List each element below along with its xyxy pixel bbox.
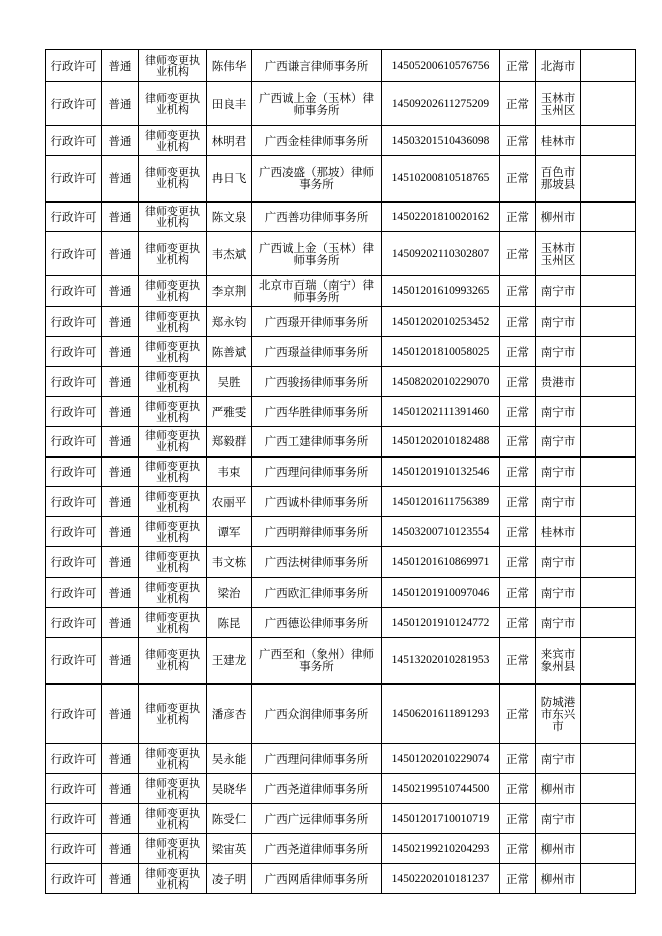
cell-procedure: 普通 (102, 487, 139, 517)
cell-license-number: 14502202010181237 (382, 864, 500, 894)
cell-lawyer-name: 韦束 (207, 457, 252, 487)
cell-lawyer-name: 陈善斌 (207, 337, 252, 367)
cell-remarks (581, 427, 636, 457)
cell-lawyer-name: 王建龙 (207, 638, 252, 684)
cell-status: 正常 (500, 608, 536, 638)
cell-law-firm: 广西金桂律师事务所 (252, 126, 382, 156)
cell-procedure: 普通 (102, 397, 139, 427)
cell-remarks (581, 457, 636, 487)
cell-region: 南宁市 (536, 397, 581, 427)
cell-law-firm: 广西欧汇律师事务所 (252, 578, 382, 608)
cell-permit-type: 行政许可 (46, 50, 102, 82)
cell-license-number: 14501202111391460 (382, 397, 500, 427)
cell-license-number: 14501201810058025 (382, 337, 500, 367)
cell-procedure: 普通 (102, 608, 139, 638)
cell-status: 正常 (500, 367, 536, 397)
cell-lawyer-name: 冉日飞 (207, 156, 252, 202)
table-row (46, 156, 636, 202)
cell-license-number: 14505200610576756 (382, 50, 500, 82)
cell-permit-item: 律师变更执业机构 (139, 126, 207, 156)
cell-region: 来宾市象州县 (536, 638, 581, 684)
cell-permit-item: 律师变更执业机构 (139, 427, 207, 457)
cell-law-firm: 广西善功律师事务所 (252, 202, 382, 232)
cell-law-firm: 广西明辩律师事务所 (252, 517, 382, 547)
cell-lawyer-name: 田良丰 (207, 82, 252, 126)
table-row (46, 232, 636, 276)
cell-law-firm: 广西谦言律师事务所 (252, 50, 382, 82)
cell-remarks (581, 126, 636, 156)
cell-region: 南宁市 (536, 457, 581, 487)
cell-law-firm: 广西诚朴律师事务所 (252, 487, 382, 517)
cell-license-number: 14503200710123554 (382, 517, 500, 547)
cell-law-firm: 广西网盾律师事务所 (252, 864, 382, 894)
cell-status: 正常 (500, 834, 536, 864)
cell-region: 南宁市 (536, 804, 581, 834)
cell-procedure: 普通 (102, 774, 139, 804)
table-row (46, 457, 636, 487)
table-row (46, 487, 636, 517)
cell-remarks (581, 638, 636, 684)
cell-permit-type: 行政许可 (46, 82, 102, 126)
cell-region: 玉林市玉州区 (536, 82, 581, 126)
cell-permit-item: 律师变更执业机构 (139, 232, 207, 276)
cell-permit-item: 律师变更执业机构 (139, 547, 207, 578)
cell-remarks (581, 367, 636, 397)
cell-region: 柳州市 (536, 202, 581, 232)
cell-procedure: 普通 (102, 834, 139, 864)
table-row (46, 744, 636, 774)
cell-permit-item: 律师变更执业机构 (139, 82, 207, 126)
table-row (46, 638, 636, 684)
cell-permit-item: 律师变更执业机构 (139, 684, 207, 744)
cell-region: 桂林市 (536, 126, 581, 156)
cell-status: 正常 (500, 804, 536, 834)
cell-permit-type: 行政许可 (46, 126, 102, 156)
cell-status: 正常 (500, 337, 536, 367)
cell-remarks (581, 50, 636, 82)
cell-law-firm: 广西广远律师事务所 (252, 804, 382, 834)
cell-region: 百色市那坡县 (536, 156, 581, 202)
cell-permit-type: 行政许可 (46, 744, 102, 774)
cell-lawyer-name: 严雅雯 (207, 397, 252, 427)
cell-remarks (581, 578, 636, 608)
cell-status: 正常 (500, 684, 536, 744)
cell-region: 南宁市 (536, 276, 581, 307)
cell-region: 柳州市 (536, 864, 581, 894)
cell-status: 正常 (500, 457, 536, 487)
cell-remarks (581, 804, 636, 834)
cell-permit-type: 行政许可 (46, 397, 102, 427)
cell-license-number: 14502199510744500 (382, 774, 500, 804)
cell-permit-type: 行政许可 (46, 834, 102, 864)
cell-remarks (581, 517, 636, 547)
cell-permit-type: 行政许可 (46, 457, 102, 487)
cell-permit-item: 律师变更执业机构 (139, 397, 207, 427)
cell-procedure: 普通 (102, 804, 139, 834)
cell-procedure: 普通 (102, 307, 139, 337)
cell-lawyer-name: 郑永钧 (207, 307, 252, 337)
table-row (46, 427, 636, 457)
cell-remarks (581, 397, 636, 427)
cell-license-number: 14506201611891293 (382, 684, 500, 744)
cell-lawyer-name: 郑毅群 (207, 427, 252, 457)
table-row (46, 397, 636, 427)
table-row (46, 864, 636, 894)
cell-procedure: 普通 (102, 638, 139, 684)
cell-status: 正常 (500, 50, 536, 82)
cell-remarks (581, 276, 636, 307)
cell-lawyer-name: 吴晓华 (207, 774, 252, 804)
table-row (46, 126, 636, 156)
cell-procedure: 普通 (102, 156, 139, 202)
cell-remarks (581, 744, 636, 774)
cell-permit-type: 行政许可 (46, 608, 102, 638)
cell-license-number: 14501201610869971 (382, 547, 500, 578)
cell-permit-item: 律师变更执业机构 (139, 638, 207, 684)
cell-lawyer-name: 韦文栋 (207, 547, 252, 578)
cell-permit-item: 律师变更执业机构 (139, 744, 207, 774)
cell-region: 北海市 (536, 50, 581, 82)
cell-status: 正常 (500, 156, 536, 202)
cell-remarks (581, 834, 636, 864)
cell-lawyer-name: 凌子明 (207, 864, 252, 894)
permit-table (45, 49, 636, 894)
cell-permit-item: 律师变更执业机构 (139, 517, 207, 547)
cell-permit-item: 律师变更执业机构 (139, 864, 207, 894)
cell-law-firm: 广西凌盛（那坡）律师事务所 (252, 156, 382, 202)
table-row (46, 834, 636, 864)
table-row (46, 684, 636, 744)
cell-status: 正常 (500, 82, 536, 126)
cell-permit-type: 行政许可 (46, 578, 102, 608)
table-row (46, 804, 636, 834)
table-row (46, 608, 636, 638)
cell-law-firm: 广西德讼律师事务所 (252, 608, 382, 638)
cell-status: 正常 (500, 578, 536, 608)
cell-law-firm: 广西尧道律师事务所 (252, 774, 382, 804)
cell-remarks (581, 774, 636, 804)
cell-procedure: 普通 (102, 337, 139, 367)
cell-permit-item: 律师变更执业机构 (139, 774, 207, 804)
cell-license-number: 14501201910097046 (382, 578, 500, 608)
cell-permit-item: 律师变更执业机构 (139, 156, 207, 202)
cell-permit-type: 行政许可 (46, 337, 102, 367)
cell-permit-item: 律师变更执业机构 (139, 804, 207, 834)
cell-status: 正常 (500, 126, 536, 156)
cell-region: 桂林市 (536, 517, 581, 547)
cell-procedure: 普通 (102, 276, 139, 307)
cell-lawyer-name: 吴永能 (207, 744, 252, 774)
cell-status: 正常 (500, 774, 536, 804)
cell-lawyer-name: 吴胜 (207, 367, 252, 397)
cell-procedure: 普通 (102, 427, 139, 457)
cell-remarks (581, 684, 636, 744)
cell-region: 南宁市 (536, 578, 581, 608)
table-row (46, 367, 636, 397)
cell-license-number: 14502199210204293 (382, 834, 500, 864)
cell-law-firm: 广西骏扬律师事务所 (252, 367, 382, 397)
cell-law-firm: 广西诚上金（玉林）律师事务所 (252, 232, 382, 276)
cell-law-firm: 广西众润律师事务所 (252, 684, 382, 744)
cell-procedure: 普通 (102, 547, 139, 578)
permit-table-body (46, 50, 636, 894)
cell-procedure: 普通 (102, 202, 139, 232)
cell-status: 正常 (500, 638, 536, 684)
cell-license-number: 14501202010253452 (382, 307, 500, 337)
cell-permit-item: 律师变更执业机构 (139, 578, 207, 608)
cell-procedure: 普通 (102, 50, 139, 82)
cell-procedure: 普通 (102, 232, 139, 276)
cell-permit-item: 律师变更执业机构 (139, 608, 207, 638)
table-row (46, 202, 636, 232)
cell-permit-item: 律师变更执业机构 (139, 307, 207, 337)
cell-law-firm: 广西尧道律师事务所 (252, 834, 382, 864)
cell-lawyer-name: 陈文泉 (207, 202, 252, 232)
cell-lawyer-name: 梁治 (207, 578, 252, 608)
cell-status: 正常 (500, 397, 536, 427)
cell-procedure: 普通 (102, 864, 139, 894)
cell-license-number: 14513202010281953 (382, 638, 500, 684)
cell-law-firm: 北京市百瑞（南宁）律师事务所 (252, 276, 382, 307)
cell-license-number: 14508202010229070 (382, 367, 500, 397)
cell-status: 正常 (500, 202, 536, 232)
cell-law-firm: 广西理问律师事务所 (252, 457, 382, 487)
cell-procedure: 普通 (102, 457, 139, 487)
cell-status: 正常 (500, 864, 536, 894)
cell-law-firm: 广西华胜律师事务所 (252, 397, 382, 427)
cell-procedure: 普通 (102, 744, 139, 774)
cell-permit-item: 律师变更执业机构 (139, 834, 207, 864)
cell-region: 柳州市 (536, 774, 581, 804)
cell-region: 贵港市 (536, 367, 581, 397)
cell-region: 南宁市 (536, 744, 581, 774)
cell-law-firm: 广西璟益律师事务所 (252, 337, 382, 367)
cell-region: 南宁市 (536, 307, 581, 337)
cell-remarks (581, 864, 636, 894)
cell-permit-item: 律师变更执业机构 (139, 367, 207, 397)
cell-region: 南宁市 (536, 427, 581, 457)
cell-law-firm: 广西璟开律师事务所 (252, 307, 382, 337)
cell-license-number: 14501201910132546 (382, 457, 500, 487)
cell-permit-type: 行政许可 (46, 804, 102, 834)
cell-lawyer-name: 李京荆 (207, 276, 252, 307)
table-row (46, 307, 636, 337)
cell-permit-type: 行政许可 (46, 156, 102, 202)
cell-permit-type: 行政许可 (46, 202, 102, 232)
cell-permit-type: 行政许可 (46, 367, 102, 397)
cell-permit-type: 行政许可 (46, 232, 102, 276)
cell-license-number: 14501201710010719 (382, 804, 500, 834)
table-row (46, 547, 636, 578)
cell-lawyer-name: 陈昆 (207, 608, 252, 638)
cell-permit-type: 行政许可 (46, 774, 102, 804)
cell-permit-type: 行政许可 (46, 487, 102, 517)
cell-license-number: 14502201810020162 (382, 202, 500, 232)
cell-lawyer-name: 韦杰斌 (207, 232, 252, 276)
cell-status: 正常 (500, 307, 536, 337)
cell-remarks (581, 232, 636, 276)
cell-remarks (581, 156, 636, 202)
cell-law-firm: 广西工建律师事务所 (252, 427, 382, 457)
cell-permit-type: 行政许可 (46, 427, 102, 457)
cell-permit-type: 行政许可 (46, 638, 102, 684)
cell-permit-type: 行政许可 (46, 307, 102, 337)
cell-permit-type: 行政许可 (46, 276, 102, 307)
cell-remarks (581, 608, 636, 638)
cell-procedure: 普通 (102, 517, 139, 547)
cell-lawyer-name: 陈伟华 (207, 50, 252, 82)
cell-permit-type: 行政许可 (46, 864, 102, 894)
cell-permit-item: 律师变更执业机构 (139, 202, 207, 232)
cell-permit-item: 律师变更执业机构 (139, 50, 207, 82)
cell-remarks (581, 82, 636, 126)
cell-remarks (581, 337, 636, 367)
cell-law-firm: 广西至和（象州）律师事务所 (252, 638, 382, 684)
cell-procedure: 普通 (102, 684, 139, 744)
cell-remarks (581, 487, 636, 517)
cell-region: 玉林市玉州区 (536, 232, 581, 276)
cell-procedure: 普通 (102, 126, 139, 156)
cell-lawyer-name: 陈受仁 (207, 804, 252, 834)
cell-lawyer-name: 林明君 (207, 126, 252, 156)
cell-remarks (581, 202, 636, 232)
cell-lawyer-name: 谭军 (207, 517, 252, 547)
cell-remarks (581, 307, 636, 337)
cell-lawyer-name: 梁宙英 (207, 834, 252, 864)
cell-law-firm: 广西理问律师事务所 (252, 744, 382, 774)
cell-license-number: 14501201610993265 (382, 276, 500, 307)
table-row (46, 774, 636, 804)
cell-permit-type: 行政许可 (46, 547, 102, 578)
table-row (46, 50, 636, 82)
cell-region: 防城港市东兴市 (536, 684, 581, 744)
cell-status: 正常 (500, 547, 536, 578)
table-row (46, 276, 636, 307)
cell-permit-type: 行政许可 (46, 517, 102, 547)
cell-license-number: 14501202010229074 (382, 744, 500, 774)
cell-permit-item: 律师变更执业机构 (139, 487, 207, 517)
cell-law-firm: 广西法树律师事务所 (252, 547, 382, 578)
permit-table-sheet (45, 49, 616, 894)
cell-procedure: 普通 (102, 367, 139, 397)
cell-lawyer-name: 潘彦杏 (207, 684, 252, 744)
cell-status: 正常 (500, 232, 536, 276)
table-row (46, 337, 636, 367)
cell-license-number: 14501201611756389 (382, 487, 500, 517)
cell-license-number: 14501202010182488 (382, 427, 500, 457)
cell-region: 柳州市 (536, 834, 581, 864)
cell-license-number: 14509202611275209 (382, 82, 500, 126)
table-row (46, 578, 636, 608)
cell-procedure: 普通 (102, 578, 139, 608)
table-row (46, 517, 636, 547)
cell-region: 南宁市 (536, 337, 581, 367)
cell-region: 南宁市 (536, 547, 581, 578)
cell-status: 正常 (500, 517, 536, 547)
table-row (46, 82, 636, 126)
cell-status: 正常 (500, 487, 536, 517)
cell-permit-item: 律师变更执业机构 (139, 457, 207, 487)
cell-lawyer-name: 农丽平 (207, 487, 252, 517)
cell-region: 南宁市 (536, 608, 581, 638)
cell-law-firm: 广西诚上金（玉林）律师事务所 (252, 82, 382, 126)
cell-region: 南宁市 (536, 487, 581, 517)
cell-permit-item: 律师变更执业机构 (139, 337, 207, 367)
cell-status: 正常 (500, 427, 536, 457)
cell-status: 正常 (500, 744, 536, 774)
cell-status: 正常 (500, 276, 536, 307)
cell-permit-type: 行政许可 (46, 684, 102, 744)
cell-remarks (581, 547, 636, 578)
cell-procedure: 普通 (102, 82, 139, 126)
cell-license-number: 14509202110302807 (382, 232, 500, 276)
cell-license-number: 14503201510436098 (382, 126, 500, 156)
cell-permit-item: 律师变更执业机构 (139, 276, 207, 307)
cell-license-number: 14510200810518765 (382, 156, 500, 202)
cell-license-number: 14501201910124772 (382, 608, 500, 638)
